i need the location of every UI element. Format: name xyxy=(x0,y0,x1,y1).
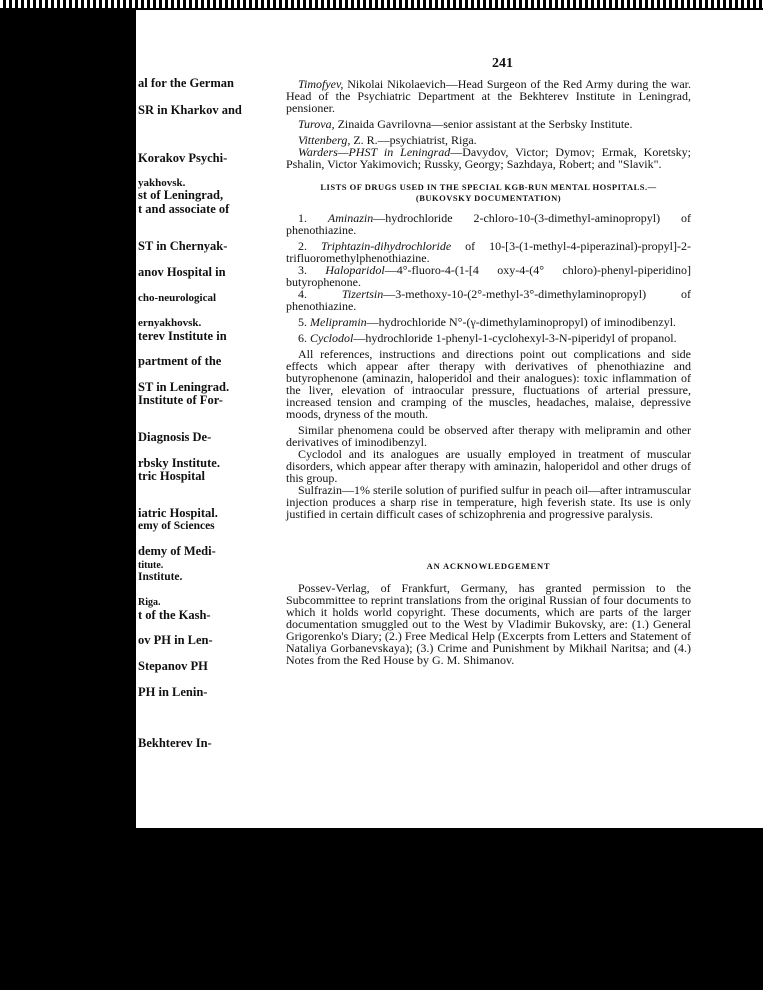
margin-fragment: al for the German xyxy=(138,76,234,90)
drug-number: 3. xyxy=(298,263,307,277)
drug-formula: —hydrochloride 2-chloro-10-(3-dimethyl-aminopropyl) of phenothiazine. xyxy=(286,211,691,237)
entry-name: Turova, xyxy=(298,117,335,131)
staff-entry xyxy=(286,78,691,114)
drug-name: Haloparidol xyxy=(325,263,385,277)
drug-name: Triphtazin-dihydrochloride xyxy=(320,239,452,253)
margin-fragment: terev Institute in xyxy=(138,329,227,343)
margin-fragment: tric Hospital xyxy=(138,469,206,483)
staff-entry xyxy=(286,118,691,130)
margin-fragment: PH in Lenin- xyxy=(138,685,208,699)
drug-number: 2. xyxy=(298,239,307,253)
previous-page-margin xyxy=(136,10,242,828)
margin-fragment: titute. xyxy=(138,560,164,571)
margin-fragment: Korakov Psychi- xyxy=(138,151,228,165)
drugs-heading-line: LISTS OF DRUGS USED IN THE SPECIAL KGB-RUN MENTAL HOSPITALS.— xyxy=(320,182,657,192)
drug-item xyxy=(286,212,691,236)
drug-item xyxy=(286,264,691,288)
margin-fragment: demy of Medi- xyxy=(138,544,216,558)
body-paragraph: All references, instructions and directions point out complications and side effects which appear after therapy with derivatives of phenothiazine and butyrophenone (aminazin, haloperidol and their analogues): toxic inflammation of the liver, elevation of intraocular pressure, fluctuations of arterial pressure, increased tension and cramping of the muscles, headaches, malaise, depressive moods, dryness of the mouth. xyxy=(286,347,691,421)
acknowledgement-text: Possev-Verlag, of Frankfurt, Germany, has granted permission to the Subcommittee to reprint translations from the original Russian of four documents to which it holds world copyright. These documents, which are parts of the larger documentation smuggled out to the West by Vladimir Bukovsky, are: (1.) General Grigorenko's Diary; (2.) Free Medical Help (Excerpts from Letters and Statement of Nataliya Gorbanevskaya); (3.) Crime and Punishment by Mikhail Naritsa; and (4.) Notes from the Red House by G. M. Shimanov. xyxy=(286,581,691,667)
margin-fragment: Bekhterev In- xyxy=(138,736,212,750)
drug-item xyxy=(286,288,691,312)
drug-name: Melipramin xyxy=(310,315,367,329)
margin-fragment: Diagnosis De- xyxy=(138,430,212,444)
drug-formula: of 10-[3-(1-methyl-4-piperazinal)-propyl]-2-trifluoromethylphenothiazine. xyxy=(286,239,691,265)
drug-number: 4. xyxy=(298,287,307,301)
page-body xyxy=(286,78,691,666)
drug-item xyxy=(286,240,691,264)
margin-fragment: ST in Chernyak- xyxy=(138,239,228,253)
margin-fragment: st of Leningrad, xyxy=(138,188,224,202)
drug-formula: —3-methoxy-10-(2°-methyl-3°-dimethylaminopropyl) of phenothiazine. xyxy=(286,287,692,313)
acknowledgement-heading: AN ACKNOWLEDGEMENT xyxy=(426,561,551,571)
entry-name: Warders—PHST in Leningrad xyxy=(298,145,451,159)
drug-name: Tizertsin xyxy=(341,287,384,301)
margin-fragment: Institute of For- xyxy=(138,393,223,407)
entry-text: —Davydov, Victor; Dymov; Ermak, Koretsky; Pshalin, Victor Yakimovich; Russky, Georgy; Sazhdaya, Robert; and "Slavik". xyxy=(286,145,692,171)
entry-text: Z. R.—psychiatrist, Riga. xyxy=(350,133,477,147)
margin-fragment: iatric Hospital. xyxy=(138,506,218,520)
margin-fragment: emy of Sciences xyxy=(138,520,215,532)
margin-fragment: Riga. xyxy=(138,597,161,608)
scan-border-strip xyxy=(0,0,763,8)
page-number: 241 xyxy=(492,56,513,71)
scanned-page xyxy=(136,10,763,828)
margin-fragment: t and associate of xyxy=(138,202,230,216)
margin-fragment: ov PH in Len- xyxy=(138,633,213,647)
margin-fragment: t of the Kash- xyxy=(138,608,211,622)
entry-text: Nikolai Nikolaevich—Head Surgeon of the Red Army during the war. Head of the Psychiatric Department at the Bekhterev Institute in Leningrad, pensioner. xyxy=(286,77,691,115)
margin-fragment: anov Hospital in xyxy=(138,265,226,279)
margin-fragment: partment of the xyxy=(138,354,222,368)
margin-fragment: cho-neurological xyxy=(138,292,217,304)
margin-fragment: Stepanov PH xyxy=(138,659,208,673)
body-paragraph: Sulfrazin—1% sterile solution of purified sulfur in peach oil—after intramuscular injection produces a sharp rise in temperature, high feverish state. Its use is only justified in certain difficult cases of schizophrenia and progressive paralysis. xyxy=(286,483,691,521)
drug-number: 6. xyxy=(298,331,307,345)
drugs-heading-subline: (BUKOVSKY DOCUMENTATION) xyxy=(415,193,562,203)
staff-entry xyxy=(286,146,691,170)
drug-number: 5. xyxy=(298,315,307,329)
drug-item xyxy=(286,316,691,328)
drug-number: 1. xyxy=(298,211,307,225)
body-paragraph: Cyclodol and its analogues are usually employed in treatment of muscular disorders, which appear after therapy with aminazin, haloperidol and other drugs of this group. xyxy=(286,447,691,485)
drug-name: Cyclodol xyxy=(310,331,354,345)
drug-name: Aminazin xyxy=(327,211,374,225)
margin-fragment: yakhovsk. xyxy=(138,177,186,189)
margin-fragment: rbsky Institute. xyxy=(138,456,220,470)
drug-formula: —hydrochloride N°-(γ-dimethylaminopropyl) of iminodibenzyl. xyxy=(366,315,677,329)
drug-formula: —hydrochloride 1-phenyl-1-cyclohexyl-3-N-piperidyl of propanol. xyxy=(353,331,677,345)
drug-item xyxy=(286,332,691,344)
entry-text: Zinaida Gavrilovna—senior assistant at the Serbsky Institute. xyxy=(334,117,633,131)
margin-fragment: Institute. xyxy=(138,571,183,583)
drugs-heading xyxy=(286,182,691,204)
body-paragraph: Similar phenomena could be observed after therapy with melipramin and other derivatives of iminodibenzyl. xyxy=(286,423,691,449)
entry-name: Timofyev, xyxy=(298,77,344,91)
entry-name: Vittenberg, xyxy=(298,133,351,147)
margin-fragment: ernyakhovsk. xyxy=(138,317,202,329)
margin-fragment: SR in Kharkov and xyxy=(138,103,242,117)
margin-fragment: ST in Leningrad. xyxy=(138,380,230,394)
drug-formula: —4°-fluoro-4-(1-[4 oxy-4-(4° chloro)-phenyl-piperidino] butyrophenone. xyxy=(286,263,692,289)
